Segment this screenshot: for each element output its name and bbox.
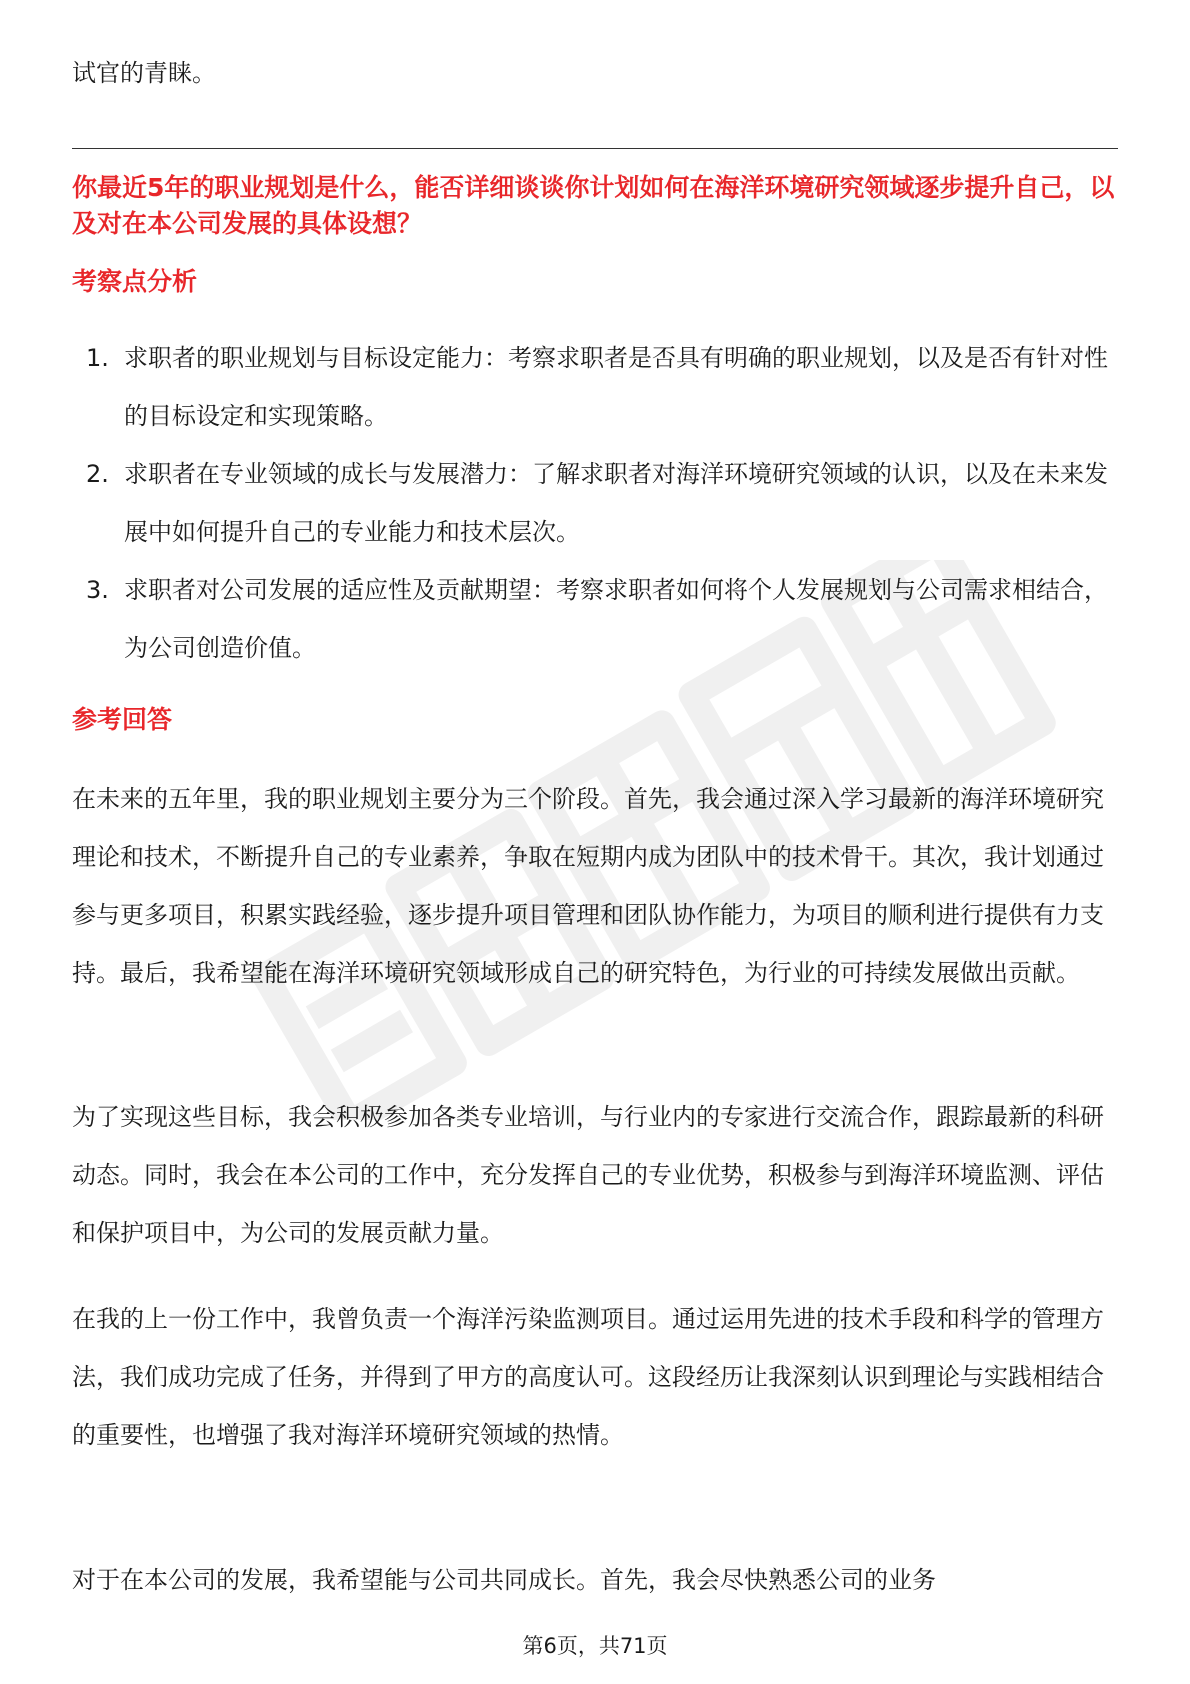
- lead-text: 试官的青睐。: [72, 59, 216, 87]
- analysis-point: [72, 445, 1118, 561]
- point-text: 求职者对公司发展的适应性及贡献期望：考察求职者如何将个人发展规划与公司需求相结合，为公司创造价值。: [124, 576, 1108, 662]
- answer-paragraph: 在我的上一份工作中，我曾负责一个海洋污染监测项目。通过运用先进的技术手段和科学的管理方法，我们成功完成了任务，并得到了甲方的高度认可。这段经历让我深刻认识到理论与实践相结合的重要性，也增强了我对海洋环境研究领域的热情。: [72, 1305, 1104, 1449]
- interview-question: 你最近5年的职业规划是什么，能否详细谈谈你计划如何在海洋环境研究领域逐步提升自己，以及对在本公司发展的具体设想？: [72, 173, 1115, 238]
- answer-paragraph: 在未来的五年里，我的职业规划主要分为三个阶段。首先，我会通过深入学习最新的海洋环境研究理论和技术，不断提升自己的专业素养，争取在短期内成为团队中的技术骨干。其次，我计划通过参与更多项目，积累实践经验，逐步提升项目管理和团队协作能力，为项目的顺利进行提供有力支持。最后，我希望能在海洋环境研究领域形成自己的研究特色，为行业的可持续发展做出贡献。: [72, 785, 1104, 987]
- answer-paragraph: 对于在本公司的发展，我希望能与公司共同成长。首先，我会尽快熟悉公司的业务: [72, 1566, 936, 1594]
- point-number: 1.: [86, 344, 109, 372]
- point-number: 2.: [86, 460, 109, 488]
- analysis-heading: 考察点分析: [72, 267, 198, 296]
- point-text: 求职者的职业规划与目标设定能力：考察求职者是否具有明确的职业规划，以及是否有针对性的目标设定和实现策略。: [124, 344, 1108, 430]
- section-divider: [72, 148, 1118, 149]
- analysis-point: [72, 329, 1118, 445]
- page-number-footer: 第6页，共71页: [522, 1634, 668, 1658]
- point-text: 求职者在专业领域的成长与发展潜力：了解求职者对海洋环境研究领域的认识，以及在未来发展中如何提升自己的专业能力和技术层次。: [124, 460, 1108, 546]
- answer-paragraph: 为了实现这些目标，我会积极参加各类专业培训，与行业内的专家进行交流合作，跟踪最新的科研动态。同时，我会在本公司的工作中，充分发挥自己的专业优势，积极参与到海洋环境监测、评估和保护项目中，为公司的发展贡献力量。: [72, 1103, 1104, 1247]
- analysis-points-list: [72, 329, 1118, 677]
- answer-heading: 参考回答: [72, 705, 173, 734]
- point-number: 3.: [86, 576, 109, 604]
- analysis-point: [72, 561, 1118, 677]
